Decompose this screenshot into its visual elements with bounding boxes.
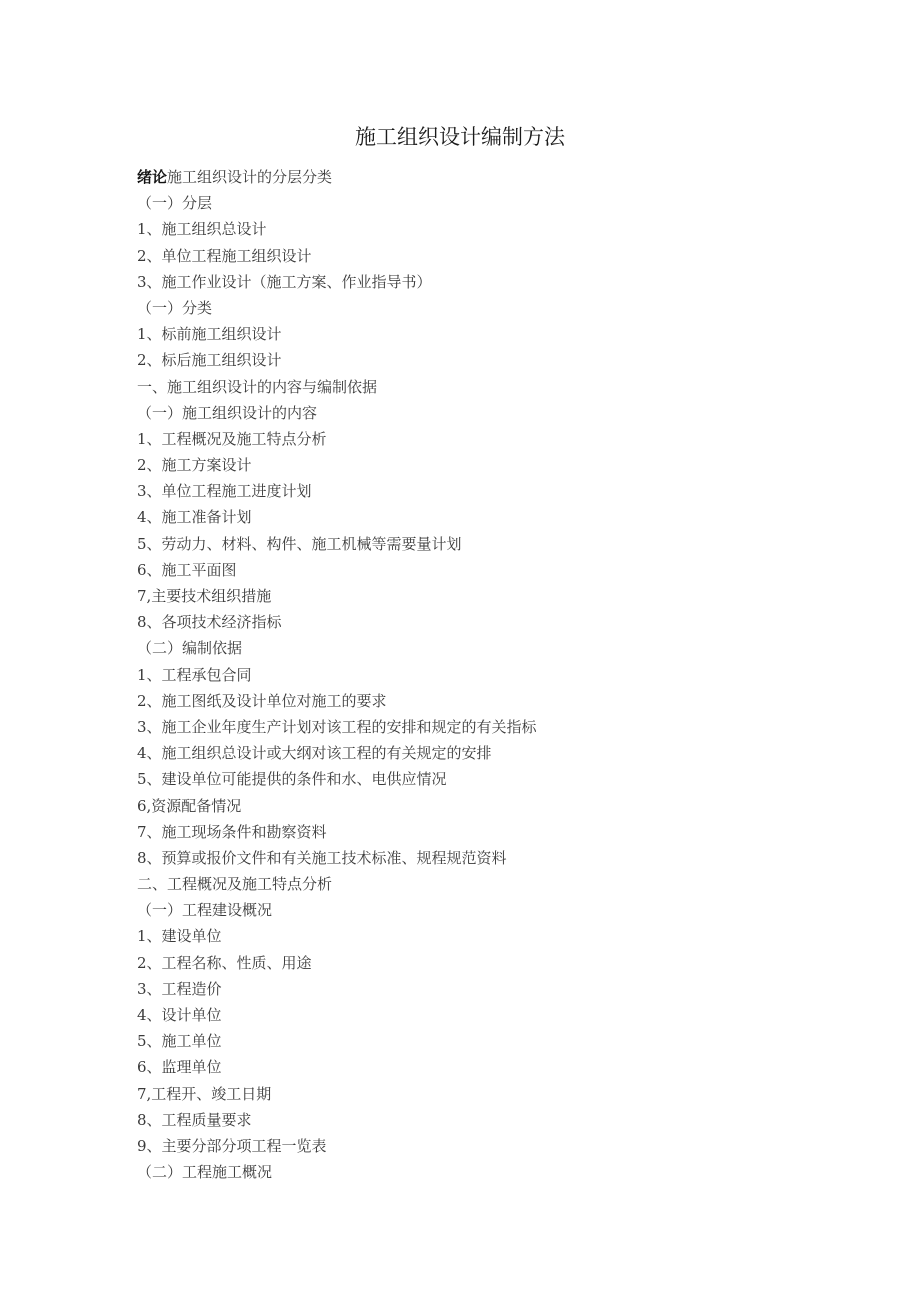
- outline-line: （一）分类: [137, 298, 213, 317]
- outline-line: 8、工程质量要求: [137, 1110, 252, 1129]
- outline-line: 5、建设单位可能提供的条件和水、电供应情况: [137, 770, 447, 789]
- outline-line: 7,主要技术组织措施: [137, 587, 272, 605]
- outline-line: 8、各项技术经济指标: [137, 613, 282, 632]
- outline-line: 2、施工方案设计: [137, 456, 252, 475]
- outline-line: （一）分层: [137, 194, 213, 213]
- outline-line: 1、建设单位: [137, 927, 222, 946]
- outline-line: 3、施工作业设计（施工方案、作业指导书）: [137, 272, 432, 291]
- outline-line: （一）工程建设概况: [137, 901, 273, 920]
- document-title: 施工组织设计编制方法: [355, 125, 565, 149]
- intro-rest: 施工组织设计的分层分类: [167, 168, 333, 186]
- outline-line: 4、施工准备计划: [137, 508, 252, 527]
- outline-line: 3、单位工程施工进度计划: [137, 482, 312, 501]
- outline-line: 7,工程开、竣工日期: [137, 1084, 272, 1103]
- outline-line: 一、施工组织设计的内容与编制依据: [137, 377, 378, 396]
- document-body: [137, 164, 837, 1185]
- outline-line: 3、工程造价: [137, 979, 222, 998]
- outline-line: 6、监理单位: [137, 1058, 222, 1077]
- outline-line: （二）工程施工概况: [137, 1163, 273, 1182]
- intro-lead: 绪论: [137, 168, 168, 186]
- outline-line: 3、施工企业年度生产计划对该工程的安排和规定的有关指标: [137, 717, 537, 736]
- outline-line: 1、标前施工组织设计: [137, 325, 282, 344]
- outline-line: 2、单位工程施工组织设计: [137, 246, 312, 265]
- outline-line: 2、施工图纸及设计单位对施工的要求: [137, 691, 387, 710]
- outline-line: 6,资源配备情况: [137, 796, 242, 815]
- outline-line: 5、劳动力、材料、构件、施工机械等需要量计划: [137, 534, 462, 553]
- intro-line: [137, 164, 837, 190]
- outline-line: 1、工程承包合同: [137, 665, 252, 684]
- outline-line: 5、施工单位: [137, 1032, 222, 1051]
- outline-line: 7、施工现场条件和勘察资料: [137, 822, 327, 841]
- outline-line: 1、工程概况及施工特点分析: [137, 429, 327, 448]
- outline-line: （一）施工组织设计的内容: [137, 403, 318, 422]
- outline-line: 2、工程名称、性质、用途: [137, 953, 312, 972]
- outline-line: 4、设计单位: [137, 1006, 222, 1024]
- outline-line: 二、工程概况及施工特点分析: [137, 875, 333, 894]
- outline-line: 1、施工组织总设计: [137, 220, 267, 239]
- outline-line: 6、施工平面图: [137, 560, 237, 579]
- outline-line: 9、主要分部分项工程一览表: [137, 1136, 327, 1155]
- outline-line: 2、标后施工组织设计: [137, 351, 282, 370]
- outline-line: 4、施工组织总设计或大纲对该工程的有关规定的安排: [137, 744, 492, 763]
- outline-line: 8、预算或报价文件和有关施工技术标准、规程规范资料: [137, 848, 507, 867]
- outline-line: （二）编制依据: [137, 639, 243, 658]
